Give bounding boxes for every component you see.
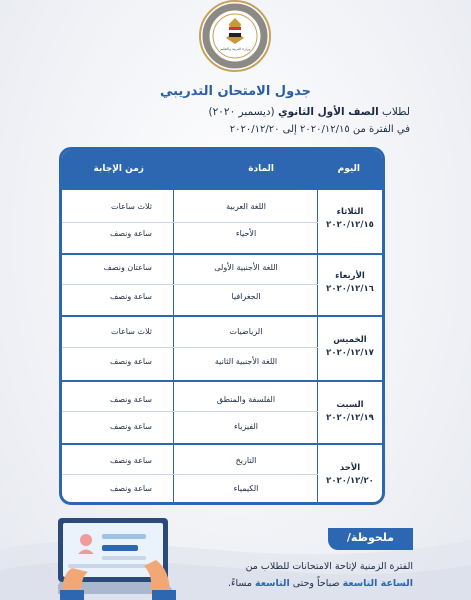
header-subject: المادة bbox=[248, 164, 274, 174]
inner-divider bbox=[62, 284, 318, 285]
subject-cell: الرياضيات bbox=[229, 327, 263, 336]
laptop-illustration bbox=[58, 518, 182, 600]
note-connector: صباحاً وحتى bbox=[289, 578, 343, 589]
svg-text:وزارة التربية والتعليم: وزارة التربية والتعليم bbox=[219, 47, 251, 51]
column-divider bbox=[317, 150, 318, 502]
table-header bbox=[62, 150, 382, 190]
inner-divider bbox=[62, 474, 318, 475]
table-row-day: الأحد ٢٠٢٠/١٢/٢٠ bbox=[326, 463, 374, 486]
duration-cell: ساعة ونصف bbox=[109, 229, 152, 238]
table-row-day: السبت ٢٠٢٠/١٢/١٩ bbox=[326, 400, 374, 423]
exam-period: في الفترة من ٢٠٢٠/١٢/١٥ إلى ٢٠٢٠/١٢/٢٠ bbox=[229, 124, 410, 135]
inner-divider bbox=[62, 222, 318, 223]
duration-cell: ساعة ونصف bbox=[109, 395, 152, 404]
subject-cell: الفيزياء bbox=[234, 422, 258, 431]
subject-cell: اللغة الأجنبية الثانية bbox=[214, 357, 278, 366]
ministry-logo bbox=[196, 0, 274, 76]
subtitle bbox=[209, 106, 410, 118]
header-duration: زمن الإجابة bbox=[93, 164, 144, 174]
duration-cell: ساعتان ونصف bbox=[103, 263, 152, 272]
duration-cell: ساعة ونصف bbox=[109, 484, 152, 493]
table-row-day: الأربعاء ٢٠٢٠/١٢/١٦ bbox=[326, 271, 374, 294]
duration-cell: ثلاث ساعات bbox=[111, 202, 152, 211]
subject-cell: اللغة الأجنبية الأولى bbox=[214, 263, 278, 272]
subtitle-date: (ديسمبر ٢٠٢٠) bbox=[208, 106, 278, 118]
subject-cell: الفلسفة والمنطق bbox=[216, 395, 276, 404]
note-highlight-start: الساعة التاسعة bbox=[342, 578, 413, 589]
header-day: اليوم bbox=[337, 164, 360, 174]
duration-cell: ثلاث ساعات bbox=[111, 327, 152, 336]
subtitle-grade: الصف الأول الثانوي bbox=[278, 106, 379, 118]
inner-divider bbox=[62, 411, 318, 412]
column-divider bbox=[173, 150, 174, 502]
note-text-line1: الفترة الزمنية لإتاحة الامتحانات للطلاب من bbox=[245, 561, 413, 572]
subject-cell: التاريخ bbox=[235, 456, 257, 465]
table-row-day: الخميس ٢٠٢٠/١٢/١٧ bbox=[326, 335, 374, 358]
subject-cell: الجغرافيا bbox=[231, 292, 261, 301]
subject-cell: الكيمياء bbox=[233, 484, 259, 493]
note-text-line2 bbox=[228, 578, 413, 589]
subtitle-prefix: لطلاب bbox=[378, 106, 410, 118]
duration-cell: ساعة ونصف bbox=[109, 422, 152, 431]
subject-cell: الأحياء bbox=[235, 229, 257, 238]
note-highlight-end: التاسعة bbox=[255, 578, 290, 589]
note-title-badge bbox=[328, 528, 413, 550]
row-divider bbox=[62, 380, 382, 382]
table-row-day: الثلاثاء ٢٠٢٠/١٢/١٥ bbox=[326, 207, 374, 230]
page-title: جدول الامتحان التدريبي bbox=[159, 84, 312, 99]
row-divider bbox=[62, 253, 382, 255]
duration-cell: ساعة ونصف bbox=[109, 357, 152, 366]
note-title: ملحوظة/ bbox=[346, 531, 395, 544]
note-suffix: مساءً. bbox=[228, 578, 255, 589]
row-divider bbox=[62, 315, 382, 317]
inner-divider bbox=[62, 347, 318, 348]
exam-schedule-table bbox=[59, 147, 385, 505]
duration-cell: ساعة ونصف bbox=[109, 292, 152, 301]
duration-cell: ساعة ونصف bbox=[109, 456, 152, 465]
subject-cell: اللغة العربية bbox=[226, 202, 266, 211]
row-divider bbox=[62, 443, 382, 445]
